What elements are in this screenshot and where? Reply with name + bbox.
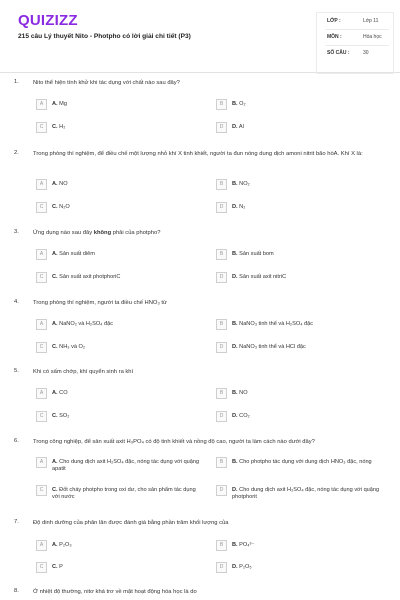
option-text: D. CO₂ bbox=[232, 412, 250, 419]
question-text: Nito thể hiện tính khử khi tác dụng với chất nào sau đây? bbox=[33, 80, 180, 86]
option-letter-box: C bbox=[36, 272, 47, 283]
option-letter-box: A bbox=[36, 540, 47, 551]
question-text: Ở nhiệt độ thường, nitơ khá trơ về mặt hoạt động hóa học là do bbox=[33, 589, 197, 595]
option-letter-box: C bbox=[36, 411, 47, 422]
divider bbox=[325, 45, 389, 46]
option-text: B. Sản xuất bom bbox=[232, 250, 274, 257]
option-text: D. Cho dung dịch axit H₂SO₄ đặc, nóng tác dụng với quặng photphorit bbox=[232, 486, 380, 500]
option-text: A. NaNO₂ và H₂SO₄ đặc bbox=[52, 320, 114, 327]
option-text: C. N₂O bbox=[52, 203, 70, 210]
question-text: Độ dinh dưỡng của phân lân được đánh giá bằng phần trăm khối lượng của bbox=[33, 520, 229, 526]
worksheet-header bbox=[0, 0, 400, 73]
option-letter-box: D bbox=[216, 122, 227, 133]
option-letter-box: C bbox=[36, 202, 47, 213]
question-text: Trong phòng thí nghiệm, người ta điều chế HNO₃ từ bbox=[33, 300, 167, 306]
question-number: 8. bbox=[14, 588, 19, 594]
option-text: B. O₂ bbox=[232, 100, 246, 107]
option-text: C. P bbox=[52, 563, 63, 570]
meta-value: 30 bbox=[363, 50, 369, 56]
option-letter-box: B bbox=[216, 388, 227, 399]
option-text: D. NaNO₃ tinh thể và HCl đặc bbox=[232, 343, 306, 350]
question-text: Trong phòng thí nghiệm, để điều chế một lượng nhỏ khí X tinh khiết, người ta đun nóng dung dịch amoni nitrit bão hòA. Khí X là: bbox=[33, 151, 363, 157]
question-number: 1. bbox=[14, 79, 19, 85]
option-letter-box: A bbox=[36, 457, 47, 468]
option-letter-box: C bbox=[36, 342, 47, 353]
question-text: Khi có sấm chớp, khí quyển sinh ra khí bbox=[33, 369, 134, 375]
option-letter-box: D bbox=[216, 202, 227, 213]
option-letter-box: B bbox=[216, 457, 227, 468]
option-letter-box: A bbox=[36, 319, 47, 330]
worksheet-title: 215 câu Lý thuyết Nito - Photpho có lời giải chi tiết (P3) bbox=[18, 33, 191, 40]
option-letter-box: C bbox=[36, 122, 47, 133]
meta-key: MÔN : bbox=[327, 34, 342, 40]
question-number: 2. bbox=[14, 150, 19, 156]
option-text: B. NaNO₃ tinh thể và H₂SO₄ đặc bbox=[232, 320, 314, 327]
option-letter-box: A bbox=[36, 388, 47, 399]
question-number: 4. bbox=[14, 299, 19, 305]
question-number: 7. bbox=[14, 519, 19, 525]
option-text: B. NO₂ bbox=[232, 180, 250, 187]
option-letter-box: B bbox=[216, 540, 227, 551]
option-text: D. Al bbox=[232, 123, 244, 130]
option-text: D. Sản xuất axit nitriC bbox=[232, 273, 287, 280]
option-text: B. NO bbox=[232, 389, 248, 396]
meta-value: Lớp 11 bbox=[363, 18, 379, 24]
option-text: C. Đốt cháy photpho trong oxi dư, cho sản phẩm tác dụng với nước bbox=[52, 486, 196, 500]
option-text: D. P₂O₅ bbox=[232, 563, 252, 570]
divider bbox=[325, 29, 389, 30]
option-text: A. CO bbox=[52, 389, 68, 396]
quizizz-logo: QUIZIZZ bbox=[18, 12, 78, 29]
option-letter-box: B bbox=[216, 99, 227, 110]
meta-key: LỚP : bbox=[327, 18, 341, 24]
option-letter-box: C bbox=[36, 485, 47, 496]
option-letter-box: C bbox=[36, 562, 47, 573]
option-letter-box: B bbox=[216, 179, 227, 190]
option-text: A. NO bbox=[52, 180, 68, 187]
option-letter-box: B bbox=[216, 319, 227, 330]
question-text: Ứng dụng nào sau đây không phải của photpho? bbox=[33, 230, 161, 236]
option-letter-box: D bbox=[216, 485, 227, 496]
option-text: A. Mg bbox=[52, 100, 67, 107]
option-text: C. H₂ bbox=[52, 123, 66, 130]
option-text: C. Sản xuất axit photphoriC bbox=[52, 273, 121, 280]
option-text: A. P₂O₃ bbox=[52, 541, 72, 548]
option-text: A. Sản xuất diêm bbox=[52, 250, 95, 257]
option-letter-box: A bbox=[36, 99, 47, 110]
meta-key: SỐ CÂU : bbox=[327, 50, 350, 56]
option-text: C. SO₂ bbox=[52, 412, 70, 419]
option-text: C. NH₃ và O₂ bbox=[52, 343, 86, 350]
option-letter-box: D bbox=[216, 411, 227, 422]
option-letter-box: A bbox=[36, 179, 47, 190]
meta-info-box bbox=[316, 12, 394, 74]
option-letter-box: B bbox=[216, 249, 227, 260]
meta-value: Hóa học bbox=[363, 34, 382, 40]
option-text: A. Cho dung dịch axit H₂SO₄ đặc, nóng tác dụng với quặng apatit bbox=[52, 458, 200, 472]
option-letter-box: D bbox=[216, 342, 227, 353]
option-text: D. N₂ bbox=[232, 203, 246, 210]
option-text: B. Cho photpho tác dụng với dung dịch HNO₃ đặc, nóng bbox=[232, 458, 372, 465]
option-letter-box: A bbox=[36, 249, 47, 260]
question-text: Trong công nghiệp, để sản xuất axit H₃PO₄ có độ tinh khiết và nồng độ cao, người ta làm cách nào dưới đây? bbox=[33, 439, 315, 445]
option-letter-box: D bbox=[216, 272, 227, 283]
question-number: 5. bbox=[14, 368, 19, 374]
question-number: 3. bbox=[14, 229, 19, 235]
option-letter-box: D bbox=[216, 562, 227, 573]
option-text: B. PO₄³⁻ bbox=[232, 541, 255, 548]
question-number: 6. bbox=[14, 438, 19, 444]
